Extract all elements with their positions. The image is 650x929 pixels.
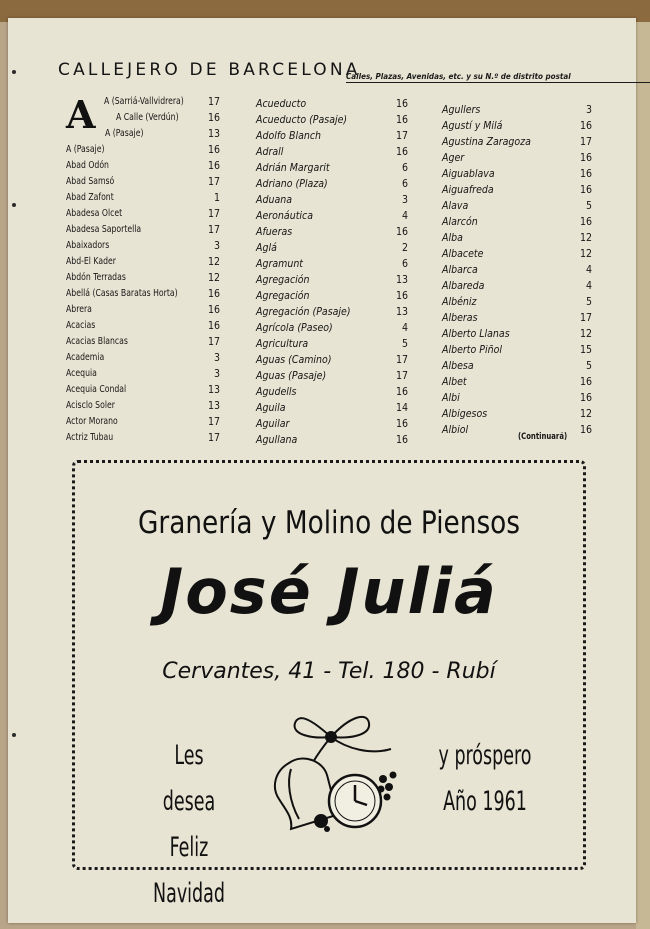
street-name: Agrícola (Paseo) <box>256 322 333 334</box>
street-name: Alba <box>442 232 463 244</box>
street-name: Albet <box>442 376 467 388</box>
postal-district: 3 <box>213 368 220 380</box>
street-name: Abad Odón <box>66 160 109 171</box>
street-name: Agudells <box>256 386 297 398</box>
street-name: Adrall <box>256 146 284 158</box>
street-name: Abadesa Olcet <box>66 208 123 219</box>
street-name: Actriz Tubau <box>66 432 114 443</box>
street-name: Adolfo Blanch <box>256 130 322 142</box>
binding-hole-mark <box>12 733 16 737</box>
street-name: Adriano (Plaza) <box>256 178 328 190</box>
postal-district: 2 <box>401 242 408 254</box>
postal-district: 16 <box>395 418 408 430</box>
street-name: Aguilar <box>256 418 290 430</box>
postal-district: 17 <box>207 432 220 444</box>
postal-district: 12 <box>207 256 220 268</box>
postal-district: 17 <box>207 336 220 348</box>
postal-district: 17 <box>579 312 592 324</box>
street-name: Agricultura <box>256 338 309 350</box>
postal-district: 16 <box>395 98 408 110</box>
street-name: Actor Morano <box>66 416 118 427</box>
street-name: Agullana <box>256 434 298 446</box>
street-name: A (Pasaje) <box>105 128 144 139</box>
postal-district: 16 <box>579 376 592 388</box>
ad-greeting-line: Feliz Navidad <box>153 832 225 909</box>
street-name: Acacias <box>66 320 96 331</box>
postal-district: 12 <box>579 408 592 420</box>
street-name: Acacias Blancas <box>66 336 128 347</box>
postal-district: 12 <box>207 272 220 284</box>
street-name: Aiguafreda <box>442 184 494 196</box>
postal-district: 16 <box>579 216 592 228</box>
street-name: Ager <box>442 152 465 164</box>
ad-greeting-line: y próspero <box>438 740 532 771</box>
street-name: Aiguablava <box>442 168 495 180</box>
postal-district: 13 <box>207 384 220 396</box>
ad-greeting-line: Año 1961 <box>443 786 527 817</box>
postal-district: 16 <box>395 114 408 126</box>
page-subtitle: Calles, Plazas, Avenidas, etc. y su N.º de distrito postal <box>346 72 650 83</box>
postal-district: 12 <box>579 248 592 260</box>
postal-district: 12 <box>579 328 592 340</box>
postal-district: 13 <box>207 400 220 412</box>
street-name: Agullers <box>442 104 481 116</box>
street-name: Agregación <box>256 290 310 302</box>
postal-district: 15 <box>579 344 592 356</box>
street-name: Academia <box>66 352 105 363</box>
postal-district: 16 <box>579 168 592 180</box>
postal-district: 5 <box>585 360 592 372</box>
postal-district: 16 <box>579 392 592 404</box>
binding-hole-mark <box>12 203 16 207</box>
street-name: Aguas (Pasaje) <box>256 370 327 382</box>
postal-district: 13 <box>395 306 408 318</box>
street-name: Abaixadors <box>66 240 110 251</box>
postal-district: 16 <box>579 152 592 164</box>
postal-district: 5 <box>585 296 592 308</box>
ad-greeting-line: Les desea <box>162 740 216 817</box>
postal-district: 4 <box>401 322 408 334</box>
postal-district: 6 <box>401 178 408 190</box>
postal-district: 16 <box>207 160 220 172</box>
postal-district: 17 <box>207 224 220 236</box>
street-name: Abellá (Casas Baratas Horta) <box>66 288 178 299</box>
street-name: Alberas <box>442 312 478 324</box>
postal-district: 16 <box>395 290 408 302</box>
postal-district: 17 <box>395 130 408 142</box>
postal-district: 4 <box>585 264 592 276</box>
postal-district: 6 <box>401 258 408 270</box>
street-name: A Calle (Verdún) <box>116 112 179 123</box>
street-name: Albi <box>442 392 460 404</box>
street-name: Abadesa Saportella <box>66 224 142 235</box>
ad-business-name: José Juliá <box>160 555 498 628</box>
postal-district: 13 <box>207 128 220 140</box>
street-name: Agregación <box>256 274 310 286</box>
street-name: Alberto Piñol <box>442 344 502 356</box>
postal-district: 12 <box>579 232 592 244</box>
postal-district: 17 <box>579 136 592 148</box>
page-header <box>58 44 598 81</box>
street-name: Acequia Condal <box>66 384 127 395</box>
street-name: A (Pasaje) <box>66 144 105 155</box>
street-name: Albiol <box>442 424 469 436</box>
postal-district: 16 <box>207 144 220 156</box>
postal-district: 16 <box>207 288 220 300</box>
street-name: Albéniz <box>442 296 477 308</box>
street-name: Acueducto (Pasaje) <box>256 114 348 126</box>
street-name: Alberto Llanas <box>442 328 510 340</box>
photo-background-edge <box>636 22 650 929</box>
street-name: Abd-El Kader <box>66 256 116 267</box>
postal-district: 5 <box>401 338 408 350</box>
street-name: Alarcón <box>442 216 478 228</box>
street-name: Abdón Terradas <box>66 272 126 283</box>
street-name: Albesa <box>442 360 474 372</box>
ad-greeting-right <box>435 733 536 825</box>
ad-greeting-left <box>146 733 232 917</box>
postal-district: 6 <box>401 162 408 174</box>
street-name: Adrián Margarit <box>256 162 330 174</box>
section-letter: A <box>66 92 96 137</box>
street-name: Aguas (Camino) <box>256 354 332 366</box>
page-title: CALLEJERO DE BARCELONA <box>58 60 361 80</box>
street-name: Agustina Zaragoza <box>442 136 531 148</box>
street-name: Aeronáutica <box>256 210 314 222</box>
binding-hole-mark <box>12 70 16 74</box>
postal-district: 14 <box>395 402 408 414</box>
postal-district: 17 <box>207 416 220 428</box>
street-name: Agregación (Pasaje) <box>256 306 351 318</box>
street-name: Acequia <box>66 368 97 379</box>
street-name: Agramunt <box>256 258 304 270</box>
postal-district: 16 <box>207 112 220 124</box>
postal-district: 16 <box>207 320 220 332</box>
street-name: Abrera <box>66 304 92 315</box>
postal-district: 3 <box>213 240 220 252</box>
postal-district: 16 <box>395 386 408 398</box>
street-name: Afueras <box>256 226 293 238</box>
postal-district: 17 <box>207 208 220 220</box>
postal-district: 17 <box>395 354 408 366</box>
postal-district: 17 <box>207 176 220 188</box>
christmas-bell-clock-icon <box>251 709 411 839</box>
street-name: Acisclo Soler <box>66 400 115 411</box>
postal-district: 1 <box>213 192 220 204</box>
postal-district: 4 <box>401 210 408 222</box>
postal-district: 17 <box>207 96 220 108</box>
ad-address: Cervantes, 41 - Tel. 180 - Rubí <box>162 659 496 684</box>
street-name: Abad Zafont <box>66 192 114 203</box>
postal-district: 4 <box>585 280 592 292</box>
ad-business-type: Granería y Molino de Piensos <box>137 505 521 541</box>
street-name: Alava <box>442 200 469 212</box>
street-name: Aglá <box>256 242 277 254</box>
postal-district: 16 <box>395 146 408 158</box>
postal-district: 17 <box>395 370 408 382</box>
street-name: Abad Samsó <box>66 176 115 187</box>
street-name: A (Sarriá-Vallvidrera) <box>104 96 184 107</box>
postal-district: 3 <box>213 352 220 364</box>
postal-district: 16 <box>395 434 408 446</box>
street-name: Aduana <box>256 194 293 206</box>
postal-district: 3 <box>401 194 408 206</box>
street-name: Albarca <box>442 264 478 276</box>
postal-district: 3 <box>585 104 592 116</box>
advertisement-box <box>72 460 586 909</box>
street-name: Agustí y Milá <box>442 120 503 132</box>
postal-district: 16 <box>579 120 592 132</box>
street-name: Aguila <box>256 402 286 414</box>
postal-district: 13 <box>395 274 408 286</box>
postal-district: 16 <box>579 424 592 436</box>
postal-district: 5 <box>585 200 592 212</box>
street-name: Albareda <box>442 280 485 292</box>
postal-district: 16 <box>579 184 592 196</box>
continued-label: (Continuará) <box>518 432 568 442</box>
street-name: Acueducto <box>256 98 307 110</box>
street-name: Albigesos <box>442 408 488 420</box>
postal-district: 16 <box>395 226 408 238</box>
street-name: Albacete <box>442 248 484 260</box>
postal-district: 16 <box>207 304 220 316</box>
